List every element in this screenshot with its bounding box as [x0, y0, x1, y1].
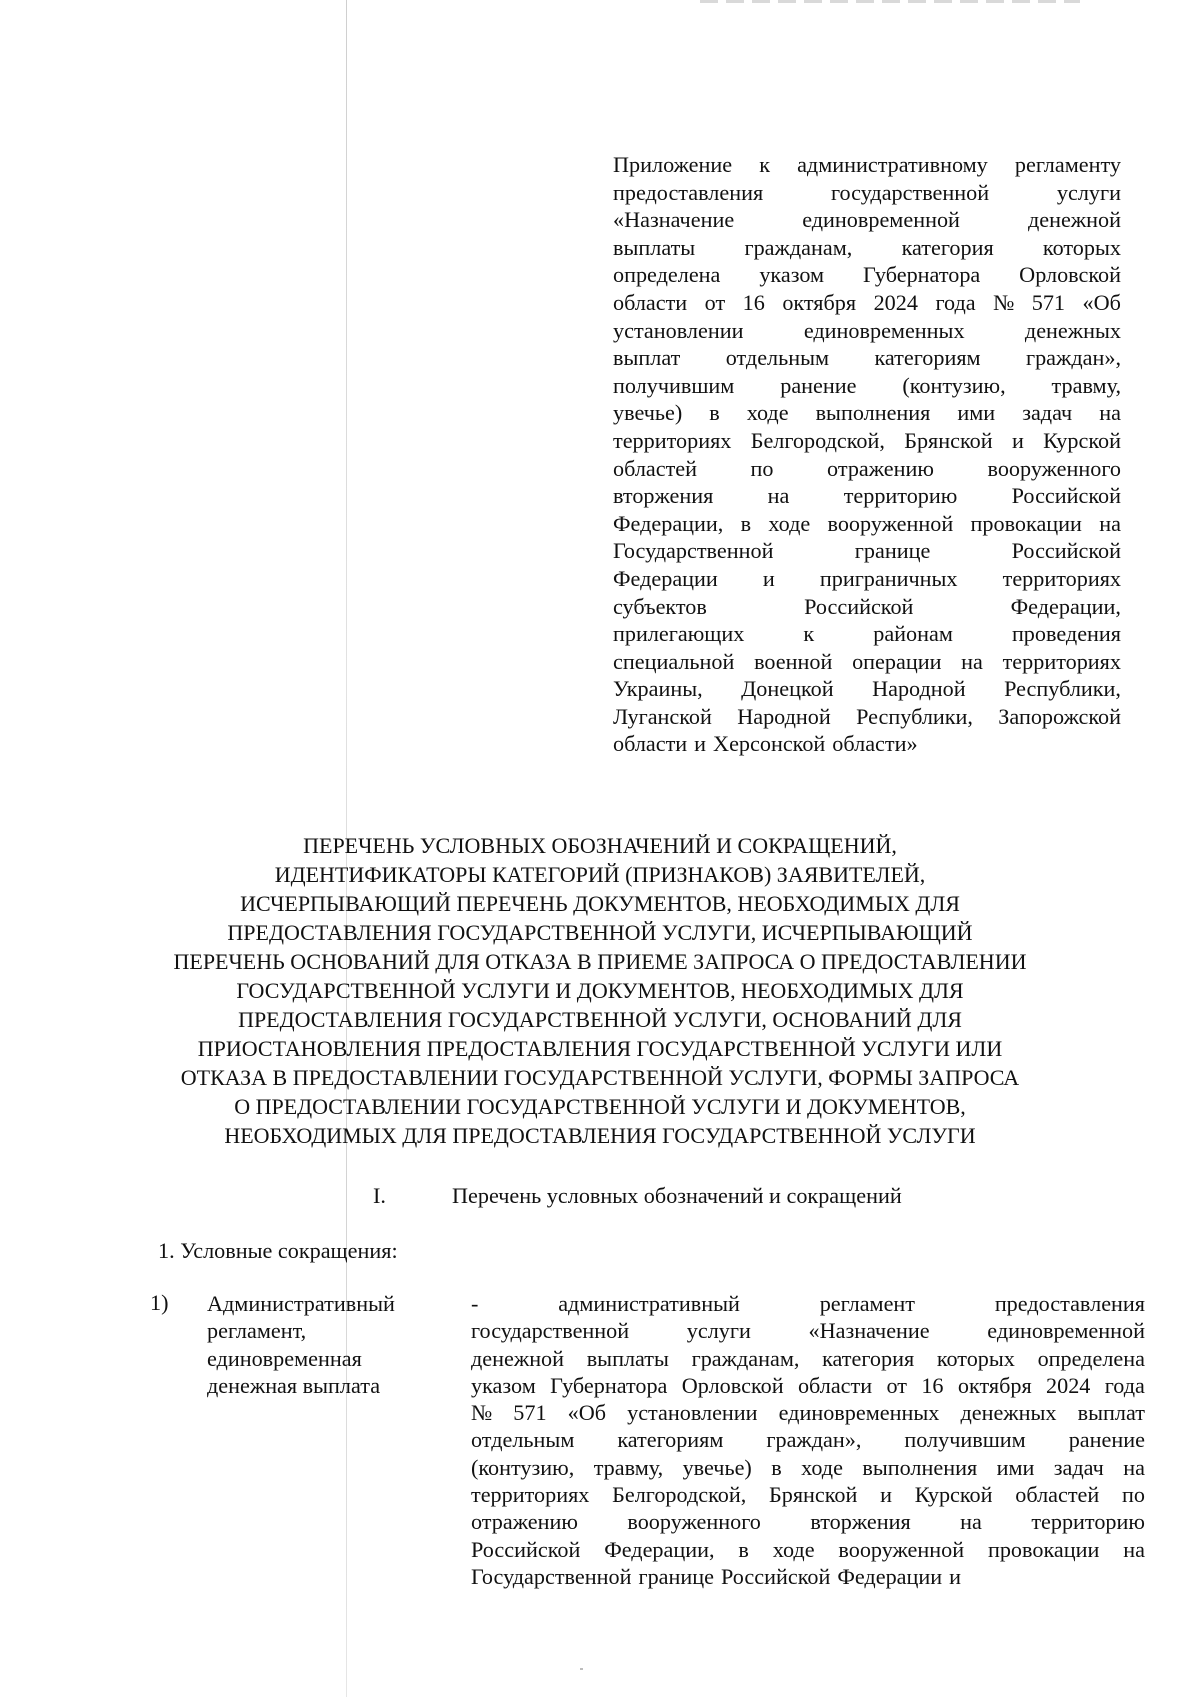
definition-word: границе [638, 1563, 714, 1589]
appendix-line [613, 372, 1121, 400]
definition-line [471, 1536, 1145, 1563]
appendix-word: территориях [1002, 565, 1121, 591]
appendix-word: и [762, 565, 775, 591]
title-line: ПЕРЕЧЕНЬ ОСНОВАНИЙ ДЛЯ ОТКАЗА В ПРИЕМЕ ЗАПРОСА О ПРЕДОСТАВЛЕНИИ [173, 949, 1027, 974]
definition-word: области [797, 1372, 873, 1398]
appendix-word: территорию [843, 483, 958, 509]
appendix-word: «Об [1082, 289, 1121, 315]
scan-artifact-top [700, 0, 1080, 3]
item-number: 1) [150, 1290, 169, 1315]
definition-word: определена [1037, 1345, 1145, 1371]
appendix-word: ходе [768, 510, 811, 536]
title-line: ПЕРЕЧЕНЬ УСЛОВНЫХ ОБОЗНАЧЕНИЙ И СОКРАЩЕНИЙ, [303, 833, 897, 858]
appendix-word: категориям [874, 345, 981, 371]
appendix-word: определена [613, 262, 721, 288]
definition-word: установлении [627, 1400, 758, 1426]
appendix-word: области» [832, 731, 918, 757]
term-line: Административный [207, 1291, 395, 1316]
definition-line [471, 1454, 1145, 1481]
definition-word: октября [957, 1372, 1032, 1398]
appendix-line [613, 289, 1121, 317]
appendix-line [613, 482, 1121, 510]
appendix-word: Белгородской, [750, 427, 885, 453]
appendix-word: на [1099, 510, 1121, 536]
definition-word: 16 [921, 1372, 944, 1398]
appendix-word: государственной [830, 179, 990, 205]
definition-word: Губернатора [550, 1372, 668, 1398]
appendix-line [613, 510, 1121, 538]
title-line: ПРЕДОСТАВЛЕНИЯ ГОСУДАРСТВЕННОЙ УСЛУГИ, ОСНОВАНИЙ ДЛЯ [238, 1007, 962, 1032]
appendix-line [613, 537, 1121, 565]
appendix-word: приграничных [819, 565, 958, 591]
definition-word: денежных [960, 1400, 1057, 1426]
definition-word: выполнения [862, 1454, 978, 1480]
definition-word: услуги [686, 1318, 751, 1344]
definition-line [471, 1372, 1145, 1399]
appendix-word: услуги [1056, 179, 1121, 205]
appendix-word: и [694, 731, 707, 757]
appendix-word: травму, [1051, 372, 1121, 398]
appendix-word: области [613, 731, 688, 757]
appendix-line [613, 730, 1121, 758]
definition-word: Брянской [769, 1482, 858, 1508]
title-line: ГОСУДАРСТВЕННОЙ УСЛУГИ И ДОКУМЕНТОВ, НЕОБХОДИМЫХ ДЛЯ [236, 978, 964, 1003]
appendix-word: районам [873, 621, 953, 647]
definition-word: отдельным [471, 1427, 575, 1453]
definition-word: категория [822, 1345, 915, 1371]
definition-word: 571 [513, 1400, 547, 1426]
appendix-word: единовременных [803, 317, 965, 343]
item-term [207, 1290, 437, 1399]
term-line: единовременная [207, 1345, 362, 1371]
appendix-word: областей [613, 455, 698, 481]
appendix-word: выполнения [815, 400, 931, 426]
appendix-word: ими [957, 400, 996, 426]
definition-word: административный [558, 1291, 740, 1316]
definition-word: Государственной [471, 1563, 632, 1589]
definition-word: и [949, 1563, 962, 1589]
appendix-word: гражданам, [744, 234, 853, 260]
definition-line [471, 1426, 1145, 1453]
section-number: I. [373, 1183, 386, 1208]
appendix-word: ходе [746, 400, 789, 426]
appendix-word: на [767, 483, 790, 509]
definition-word: категориям [617, 1427, 724, 1453]
definition-line [471, 1345, 1145, 1372]
appendix-word: получившим [613, 372, 735, 398]
item-definition [471, 1290, 1145, 1590]
definition-word: единовременной [987, 1318, 1145, 1344]
definition-line [471, 1399, 1145, 1426]
subheading: 1. Условные сокращения: [158, 1238, 398, 1263]
appendix-word: области [613, 289, 688, 315]
appendix-word: операции [852, 648, 942, 674]
definition-word: Федерации, [604, 1536, 715, 1562]
appendix-word: Народной [872, 676, 966, 702]
appendix-word: Курской [1043, 427, 1121, 453]
appendix-line [613, 179, 1121, 207]
appendix-word: Республики, [856, 703, 973, 729]
definition-word: предоставления [994, 1291, 1145, 1316]
definition-word: 2024 [1046, 1372, 1091, 1398]
appendix-line [613, 317, 1121, 345]
appendix-word: от [704, 289, 726, 315]
appendix-word: Государственной [613, 538, 774, 564]
title-line: ИСЧЕРПЫВАЮЩИЙ ПЕРЕЧЕНЬ ДОКУМЕНТОВ, НЕОБХОДИМЫХ ДЛЯ [240, 891, 960, 916]
appendix-word: в [740, 510, 752, 536]
definition-word: Курской [914, 1482, 993, 1508]
definition-word: «Об [567, 1400, 607, 1426]
appendix-word: к [803, 621, 815, 647]
appendix-word: по [750, 455, 774, 481]
appendix-word: граждан», [1025, 345, 1121, 371]
definition-word: провокации [987, 1536, 1100, 1562]
appendix-word: Российской [1011, 538, 1121, 564]
definition-word: и [880, 1482, 892, 1508]
appendix-word: военной [754, 648, 833, 674]
appendix-word: «Назначение [613, 207, 735, 233]
definition-word: в [738, 1536, 749, 1562]
appendix-word: выплаты [613, 234, 696, 260]
section-title: Перечень условных обозначений и сокращений [452, 1183, 902, 1208]
definition-word: ходе [772, 1536, 815, 1562]
appendix-word: территориях [1002, 648, 1121, 674]
appendix-word: провокации [970, 510, 1082, 536]
appendix-word: в [709, 400, 720, 426]
definition-line [471, 1481, 1145, 1508]
appendix-word: октября [782, 289, 857, 315]
definition-line [471, 1508, 1145, 1535]
appendix-word: административному [797, 152, 988, 177]
title-line: ПРЕДОСТАВЛЕНИЯ ГОСУДАРСТВЕННОЙ УСЛУГИ, ИСЧЕРПЫВАЮЩИЙ [227, 920, 973, 945]
appendix-word: предоставления [613, 179, 764, 205]
appendix-line [613, 455, 1121, 483]
definition-word: денежной [471, 1345, 565, 1371]
definition-word: вторжения [810, 1509, 911, 1535]
definition-word: на [1123, 1454, 1145, 1480]
appendix-word: денежной [1027, 207, 1121, 233]
appendix-line [613, 593, 1121, 621]
definition-word: государственной [471, 1318, 630, 1344]
definition-word: отражению [471, 1509, 578, 1535]
appendix-word: Украины, [613, 676, 703, 702]
title-line: ИДЕНТИФИКАТОРЫ КАТЕГОРИЙ (ПРИЗНАКОВ) ЗАЯВИТЕЛЕЙ, [274, 862, 926, 887]
appendix-line [613, 151, 1121, 179]
term-line: регламент, [207, 1318, 307, 1344]
appendix-word: границе [854, 538, 931, 564]
definition-word: указом [471, 1372, 536, 1398]
appendix-word: Федерации, [1010, 593, 1121, 619]
definition-word: регламент [819, 1291, 915, 1316]
appendix-word: специальной [613, 648, 735, 674]
appendix-line [613, 399, 1121, 427]
title-line: ОТКАЗА В ПРЕДОСТАВЛЕНИИ ГОСУДАРСТВЕННОЙ УСЛУГИ, ФОРМЫ ЗАПРОСА [180, 1065, 1020, 1090]
appendix-word: проведения [1011, 621, 1121, 647]
definition-word: территорию [1031, 1509, 1145, 1535]
scan-artifact-dot [580, 1668, 583, 1670]
definition-word: «Назначение [808, 1318, 930, 1344]
definition-word: получившим [904, 1427, 1026, 1453]
appendix-word: единовременной [802, 207, 960, 233]
definition-word: Федерации [837, 1563, 943, 1589]
definition-word: в [771, 1454, 782, 1480]
definition-word: которых [936, 1345, 1015, 1371]
appendix-word: на [1099, 400, 1121, 426]
title-line: НЕОБХОДИМЫХ ДЛЯ ПРЕДОСТАВЛЕНИЯ ГОСУДАРСТВЕННОЙ УСЛУГИ [224, 1123, 976, 1148]
definition-word: ходе [801, 1454, 843, 1480]
appendix-line [613, 565, 1121, 593]
appendix-word: Донецкой [741, 676, 834, 702]
definition-word: Российской [720, 1563, 831, 1589]
appendix-word: территориях [613, 427, 732, 453]
definition-word: на [960, 1509, 982, 1535]
definition-word: Орловской [681, 1372, 784, 1398]
appendix-word: № [993, 289, 1015, 315]
appendix-word: на [961, 648, 983, 674]
definition-word: ими [996, 1454, 1035, 1480]
appendix-word: 571 [1031, 289, 1065, 315]
appendix-word: указом [759, 262, 825, 288]
appendix-word: которых [1042, 234, 1121, 260]
title-line: ПРИОСТАНОВЛЕНИЯ ПРЕДОСТАВЛЕНИЯ ГОСУДАРСТВЕННОЙ УСЛУГИ ИЛИ [197, 1036, 1003, 1061]
definition-word: от [886, 1372, 907, 1398]
appendix-word: Приложение [613, 152, 733, 177]
appendix-word: субъектов [613, 593, 707, 619]
appendix-word: вторжения [613, 483, 714, 509]
definition-word: по [1122, 1482, 1145, 1508]
appendix-word: Федерации [613, 565, 718, 591]
appendix-word: увечье) [613, 400, 683, 426]
appendix-word: отражению [827, 455, 934, 481]
appendix-word: денежных [1024, 317, 1121, 343]
title-line: О ПРЕДОСТАВЛЕНИИ ГОСУДАРСТВЕННОЙ УСЛУГИ И ДОКУМЕНТОВ, [234, 1094, 966, 1119]
appendix-line [613, 234, 1121, 262]
term-line: денежная выплата [207, 1372, 381, 1398]
appendix-note [613, 151, 1121, 758]
appendix-line [613, 703, 1121, 731]
appendix-word: категория [901, 234, 994, 260]
appendix-word: Брянской [904, 427, 993, 453]
definition-word: № [471, 1400, 493, 1426]
definition-word: Российской [471, 1536, 581, 1562]
appendix-word: Российской [804, 593, 914, 619]
definition-word: - [471, 1291, 479, 1316]
definition-word: года [1104, 1372, 1145, 1398]
definition-word: вооруженного [627, 1509, 761, 1535]
appendix-line [613, 620, 1121, 648]
appendix-word: вооруженной [827, 510, 954, 536]
appendix-line [613, 261, 1121, 289]
appendix-word: установлении [613, 317, 744, 343]
appendix-line [613, 648, 1121, 676]
definition-word: территориях [471, 1482, 590, 1508]
appendix-word: (контузию, [902, 372, 1006, 398]
definition-line [471, 1317, 1145, 1344]
definition-word: выплат [1077, 1400, 1145, 1426]
document-title [100, 831, 1100, 1150]
appendix-word: регламенту [1014, 152, 1121, 177]
appendix-word: ранение [780, 372, 857, 398]
appendix-line [613, 206, 1121, 234]
appendix-line [613, 344, 1121, 372]
appendix-word: Российской [1011, 483, 1121, 509]
definition-word: увечье) [682, 1454, 752, 1480]
appendix-word: отдельным [725, 345, 830, 371]
definition-line [471, 1290, 1145, 1317]
appendix-word: Запорожской [998, 703, 1121, 729]
appendix-word: прилегающих [613, 621, 745, 647]
definition-word: вооруженной [838, 1536, 965, 1562]
appendix-word: Орловской [1019, 262, 1121, 288]
appendix-line [613, 675, 1121, 703]
definition-word: областей [1015, 1482, 1100, 1508]
appendix-line [613, 427, 1121, 455]
definition-line [471, 1563, 1145, 1590]
definition-word: выплаты [586, 1345, 669, 1371]
definition-word: ранение [1068, 1427, 1145, 1453]
definition-word: на [1123, 1536, 1145, 1562]
appendix-word: и [1011, 427, 1024, 453]
appendix-word: к [759, 152, 770, 177]
appendix-word: 16 [742, 289, 765, 315]
appendix-word: 2024 [873, 289, 918, 315]
definition-word: задач [1053, 1454, 1104, 1480]
appendix-word: Народной [737, 703, 831, 729]
appendix-word: года [935, 289, 976, 315]
definition-word: гражданам, [691, 1345, 800, 1371]
definition-word: травму, [593, 1454, 664, 1480]
appendix-word: Федерации, [613, 510, 724, 536]
definition-word: Белгородской, [612, 1482, 747, 1508]
definition-word: единовременных [778, 1400, 940, 1426]
appendix-word: Губернатора [862, 262, 981, 288]
appendix-word: выплат [613, 345, 681, 371]
definition-word: (контузию, [471, 1454, 575, 1480]
appendix-word: Херсонской [713, 731, 826, 757]
appendix-word: вооруженного [987, 455, 1121, 481]
definition-word: граждан», [766, 1427, 862, 1453]
appendix-word: задач [1022, 400, 1073, 426]
appendix-word: Луганской [613, 703, 712, 729]
appendix-word: Республики, [1004, 676, 1121, 702]
